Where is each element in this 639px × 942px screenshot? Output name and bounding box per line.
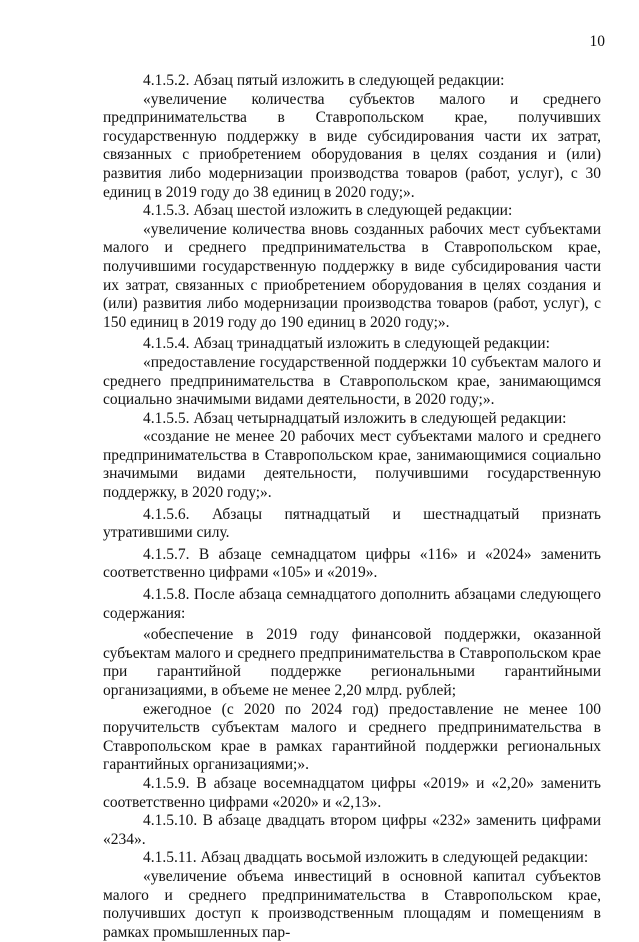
paragraph: «увеличение количества вновь созданных рабочих мест субъектами малого и среднего предпринимательства в Ставропольском крае, получившими государственную поддержку в виде субсидирования части их затрат, связанных с приобретением оборудования в целях создания и (или) развития либо модернизации производства товаров (работ, услуг), с 150 единиц в 2019 году до 190 единиц в 2020 году;».: [103, 220, 601, 331]
paragraph: 4.1.5.9. В абзаце восемнадцатом цифры «2019» и «2,20» заменить соответственно цифрами «2020» и «2,13».: [103, 774, 601, 811]
page-number: 10: [589, 33, 605, 50]
paragraph: 4.1.5.5. Абзац четырнадцатый изложить в следующей редакции:: [143, 409, 567, 427]
paragraph: 4.1.5.7. В абзаце семнадцатом цифры «116» и «2024» заменить соответственно цифрами «105» и «2019».: [103, 545, 601, 582]
paragraph: 4.1.5.11. Абзац двадцать восьмой изложить в следующей редакции:: [143, 849, 589, 867]
paragraph: 4.1.5.4. Абзац тринадцатый изложить в следующей редакции:: [143, 335, 550, 353]
paragraph: 4.1.5.2. Абзац пятый изложить в следующей редакции:: [143, 72, 505, 89]
paragraph: «предоставление государственной поддержки 10 субъектам малого и среднего предпринимательства в Ставропольском крае, занимающимся социально значимыми видами деятельности, в 2020 году;».: [103, 353, 601, 409]
paragraph: 4.1.5.8. После абзаца семнадцатого дополнить абзацами следующего содержания:: [103, 586, 601, 622]
paragraph: 4.1.5.6. Абзацы пятнадцатый и шестнадцатый признать утратившими силу.: [103, 505, 601, 542]
paragraph: 4.1.5.10. В абзаце двадцать втором цифры «232» заменить цифрами «234».: [103, 812, 601, 848]
paragraph: «увеличение объема инвестиций в основной капитал субъектов малого и среднего предпринимательства в Ставропольском крае, получивших доступ к производственным площадям и помещениям в рамках промышленных пар-: [103, 867, 601, 941]
paragraph: 4.1.5.3. Абзац шестой изложить в следующей редакции:: [143, 202, 513, 220]
document-body: [103, 72, 601, 942]
paragraph: «создание не менее 20 рабочих мест субъектами малого и среднего предпринимательства в Ставропольском крае, занимающимися социально значимыми видами деятельности, получившими государственную поддержку, в 2020 году;».: [103, 428, 601, 502]
paragraph: ежегодное (с 2020 по 2024 год) предоставление не менее 100 поручительств субъектам малого и среднего предпринимательства в Ставропольском крае в рамках гарантийной поддержки региональных гарантийных организациями;».: [103, 700, 601, 774]
paragraph: «увеличение количества субъектов малого и среднего предпринимательства в Ставропольском крае, получивших государственную поддержку в виде субсидирования части их затрат, связанных с приобретением оборудования в целях создания и (или) развития либо модернизации производства товаров (работ, услуг), с 30 единиц в 2019 году до 38 единиц в 2020 году;».: [103, 90, 601, 201]
paragraph: «обеспечение в 2019 году финансовой поддержки, оказанной субъектам малого и среднего предпринимательства в Ставропольском крае при гарантийной поддержке региональными гарантийными организациями, в объеме не менее 2,20 млрд. рублей;: [103, 626, 601, 699]
